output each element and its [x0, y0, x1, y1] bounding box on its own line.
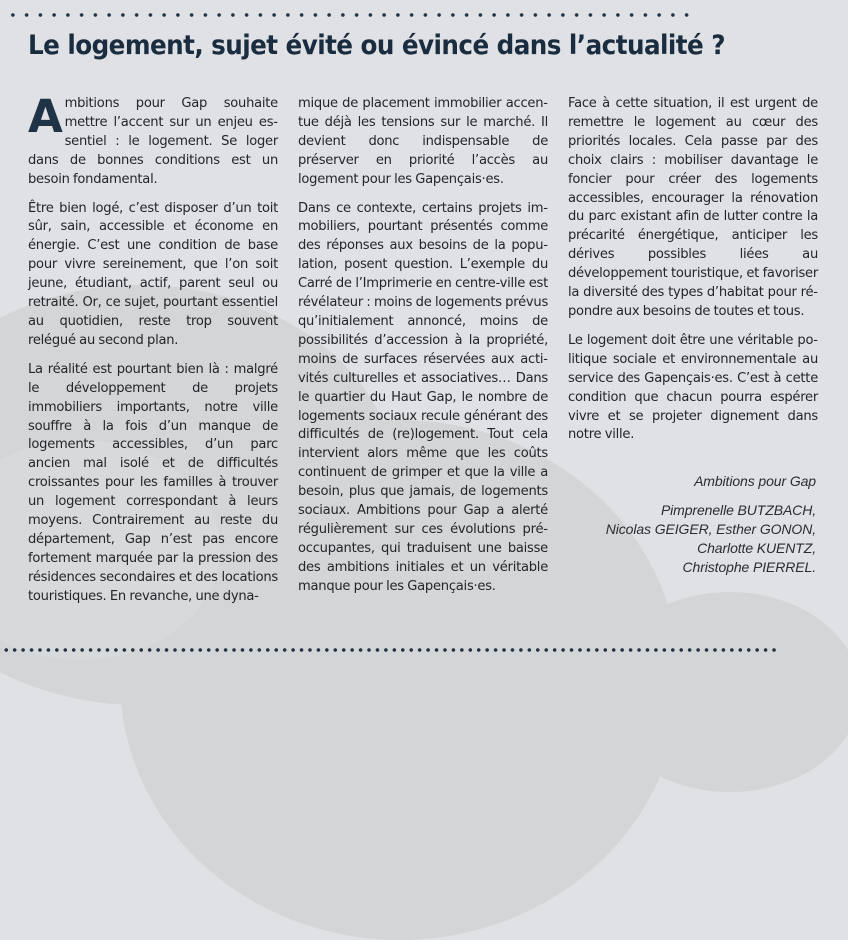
signature-name-line: Charlotte KUENTZ,	[697, 540, 816, 556]
drop-cap: A	[28, 90, 63, 143]
paragraph	[28, 90, 278, 190]
signature-names	[536, 501, 816, 577]
signature-name-line: Nicolas GEIGER, Esther GONON,	[605, 521, 816, 537]
background-shape	[600, 592, 848, 792]
paragraph: Être bien logé, c’est disposer d’un toit sûr, sain, accessible et économe en énergie. C’est une condition de base pour vivre sereinement, que l’on soit jeune, étudiant, actif, parent seul ou retraité. Or, ce sujet, pourtant essentiel au quotidien, reste trop souvent relégué au second plan.	[28, 200, 278, 348]
paragraph-text: mbitions pour Gap souhaite mettre l’accent sur un enjeu essentiel : le logement. Se loger dans de bonnes conditions est un besoin fondamental.	[28, 96, 278, 187]
article-column-3	[568, 95, 818, 455]
paragraph: Le logement doit être une véritable politique sociale et environnementale au service des Gapençais·es. C’est à cette condition que chacun pourra espérer vivre et se projeter dignement dans notre ville.	[568, 332, 818, 443]
signature-name-line: Christophe PIERREL.	[682, 559, 816, 575]
article-column-1	[28, 90, 278, 617]
article-column-2	[298, 95, 548, 607]
paragraph: mique de placement immobilier accentue déjà les tensions sur le marché. Il devient donc indispensable de préserver en priorité l’accès au logement pour les Gapençais·es.	[298, 96, 548, 187]
paragraph: La réalité est pourtant bien là : malgré le développement de projets immobiliers importants, notre ville souffre à la fois d’un manque de logements accessibles, d’un parc ancien mal isolé et de difficultés croissantes pour les familles à trouver un logement correspondant à leurs moyens. Contrairement au reste du département, Gap n’est pas encore fortement marquée par la pression des résidences secondaires et des locations touristiques. En revanche, une dyna-	[28, 361, 278, 604]
signature-block	[536, 472, 816, 577]
signature-group: Ambitions pour Gap	[694, 473, 816, 489]
dotted-divider-top	[6, 13, 690, 17]
paragraph: Dans ce contexte, certains projets immobiliers, pourtant présentés comme des réponses aux besoins de la population, posent question. L’exemple du Carré de l’Imprimerie en centre-ville est révélateur : moins de logements prévus qu’initialement annoncé, moins de possibilités d’accession à la propriété, moins de surfaces réservées aux activités culturelles et associatives… Dans le quartier du Haut Gap, le nombre de logements sociaux recule générant des difficultés de (re)logement. Tout cela intervient alors même que les coûts continuent de grimper et que la ville a besoin, plus que jamais, de logements sociaux. Ambitions pour Gap a alerté régulièrement sur ces évolutions préoccupantes, qui traduisent une baisse des ambitions initiales et un véritable manque pour les Gapençais·es.	[298, 200, 549, 594]
paragraph: Face à cette situation, il est urgent de remettre le logement au cœur des priorités locales. Cela passe par des choix clairs : mobiliser davantage le foncier pour créer des logements accessibles, encourager la rénovation du parc existant afin de lutter contre la précarité énergétique, anticiper les dérives possibles liées au développement touristique, et favoriser la diversité des types d’habitat pour répondre aux besoins de toutes et tous.	[568, 96, 818, 319]
article-title: Le logement, sujet évité ou évincé dans l’actualité ?	[28, 30, 725, 61]
dotted-divider-bottom	[2, 648, 778, 652]
signature-name-line: Pimprenelle BUTZBACH,	[660, 502, 816, 518]
